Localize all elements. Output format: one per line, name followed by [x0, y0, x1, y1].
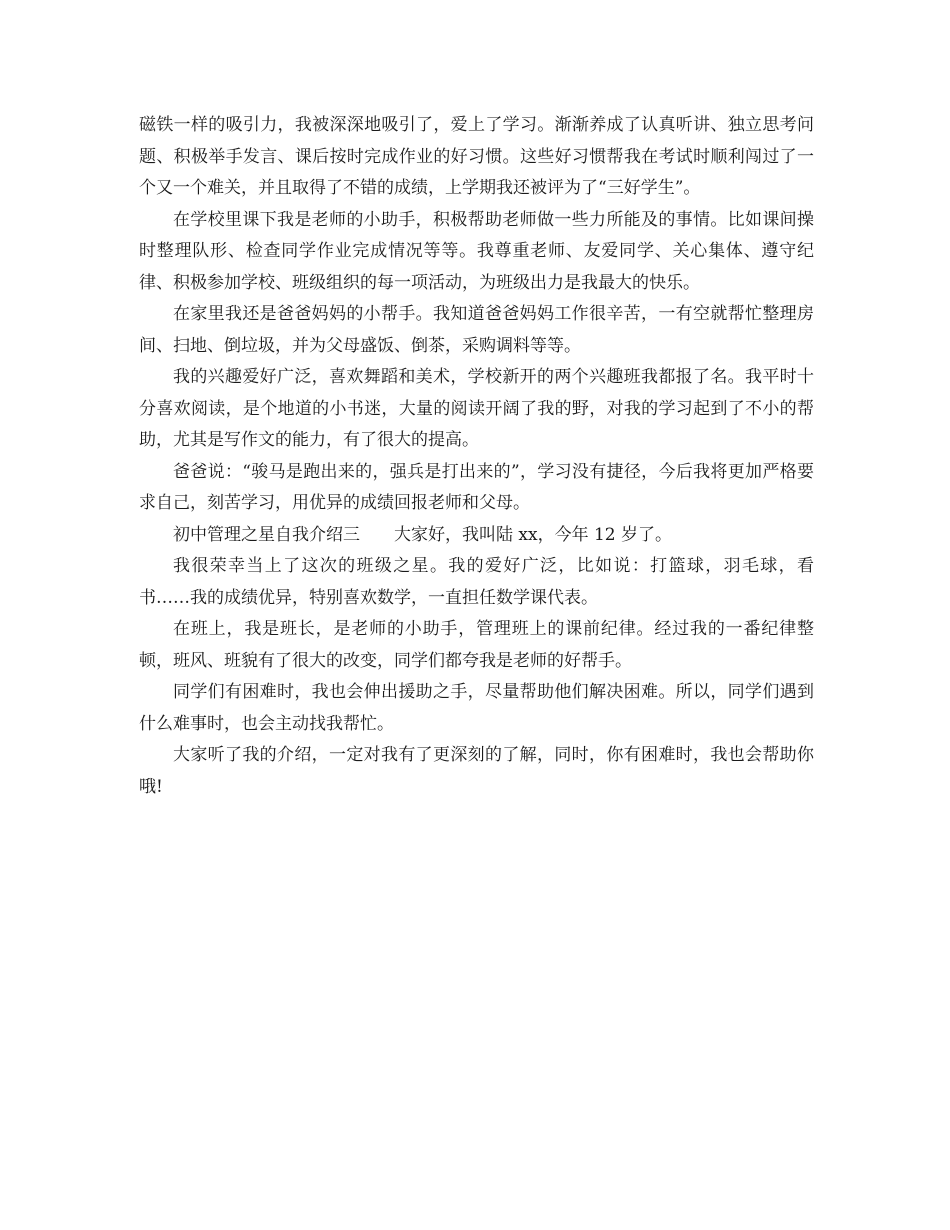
- document-body: [139, 110, 814, 803]
- paragraph-6: 初中管理之星自我介绍三 大家好，我叫陆 xx，今年 12 岁了。: [173, 524, 673, 545]
- paragraph-5: 爸爸说：“骏马是跑出来的，强兵是打出来的”，学习没有捷径，今后我将更加严格要求自己，刻苦学习，用优异的成绩回报老师和父母。: [139, 461, 814, 513]
- paragraph-4: 我的兴趣爱好广泛，喜欢舞蹈和美术，学校新开的两个兴趣班我都报了名。我平时十分喜欢阅读，是个地道的小书迷，大量的阅读开阔了我的野，对我的学习起到了不小的帮助，尤其是写作文的能力，有了很大的提高。: [139, 367, 814, 450]
- paragraph-10: 大家听了我的介绍，一定对我有了更深刻的了解，同时，你有困难时，我也会帮助你哦!: [139, 745, 814, 797]
- paragraph-8: 在班上，我是班长，是老师的小助手，管理班上的课前纪律。经过我的一番纪律整顿，班风、班貌有了很大的改变，同学们都夸我是老师的好帮手。: [139, 619, 814, 671]
- paragraph-2: 在学校里课下我是老师的小助手，积极帮助老师做一些力所能及的事情。比如课间操时整理队形、检查同学作业完成情况等等。我尊重老师、友爱同学、关心集体、遵守纪律、积极参加学校、班级组织的每一项活动，为班级出力是我最大的快乐。: [139, 209, 814, 293]
- paragraph-9: 同学们有困难时，我也会伸出援助之手，尽量帮助他们解决困难。所以，同学们遇到什么难事时，也会主动找我帮忙。: [139, 682, 814, 734]
- paragraph-7: 我很荣幸当上了这次的班级之星。我的爱好广泛，比如说：打篮球，羽毛球，看书……我的成绩优异，特别喜欢数学，一直担任数学课代表。: [139, 556, 814, 608]
- paragraph-1: 磁铁一样的吸引力，我被深深地吸引了，爱上了学习。渐渐养成了认真听讲、独立思考问题、积极举手发言、课后按时完成作业的好习惯。这些好习惯帮我在考试时顺利闯过了一个又一个难关，并且取得了不错的成绩，上学期我还被评为了“三好学生”。: [139, 115, 814, 198]
- paragraph-3: 在家里我还是爸爸妈妈的小帮手。我知道爸爸妈妈工作很辛苦，一有空就帮忙整理房间、扫地、倒垃圾，并为父母盛饭、倒茶，采购调料等等。: [139, 304, 814, 356]
